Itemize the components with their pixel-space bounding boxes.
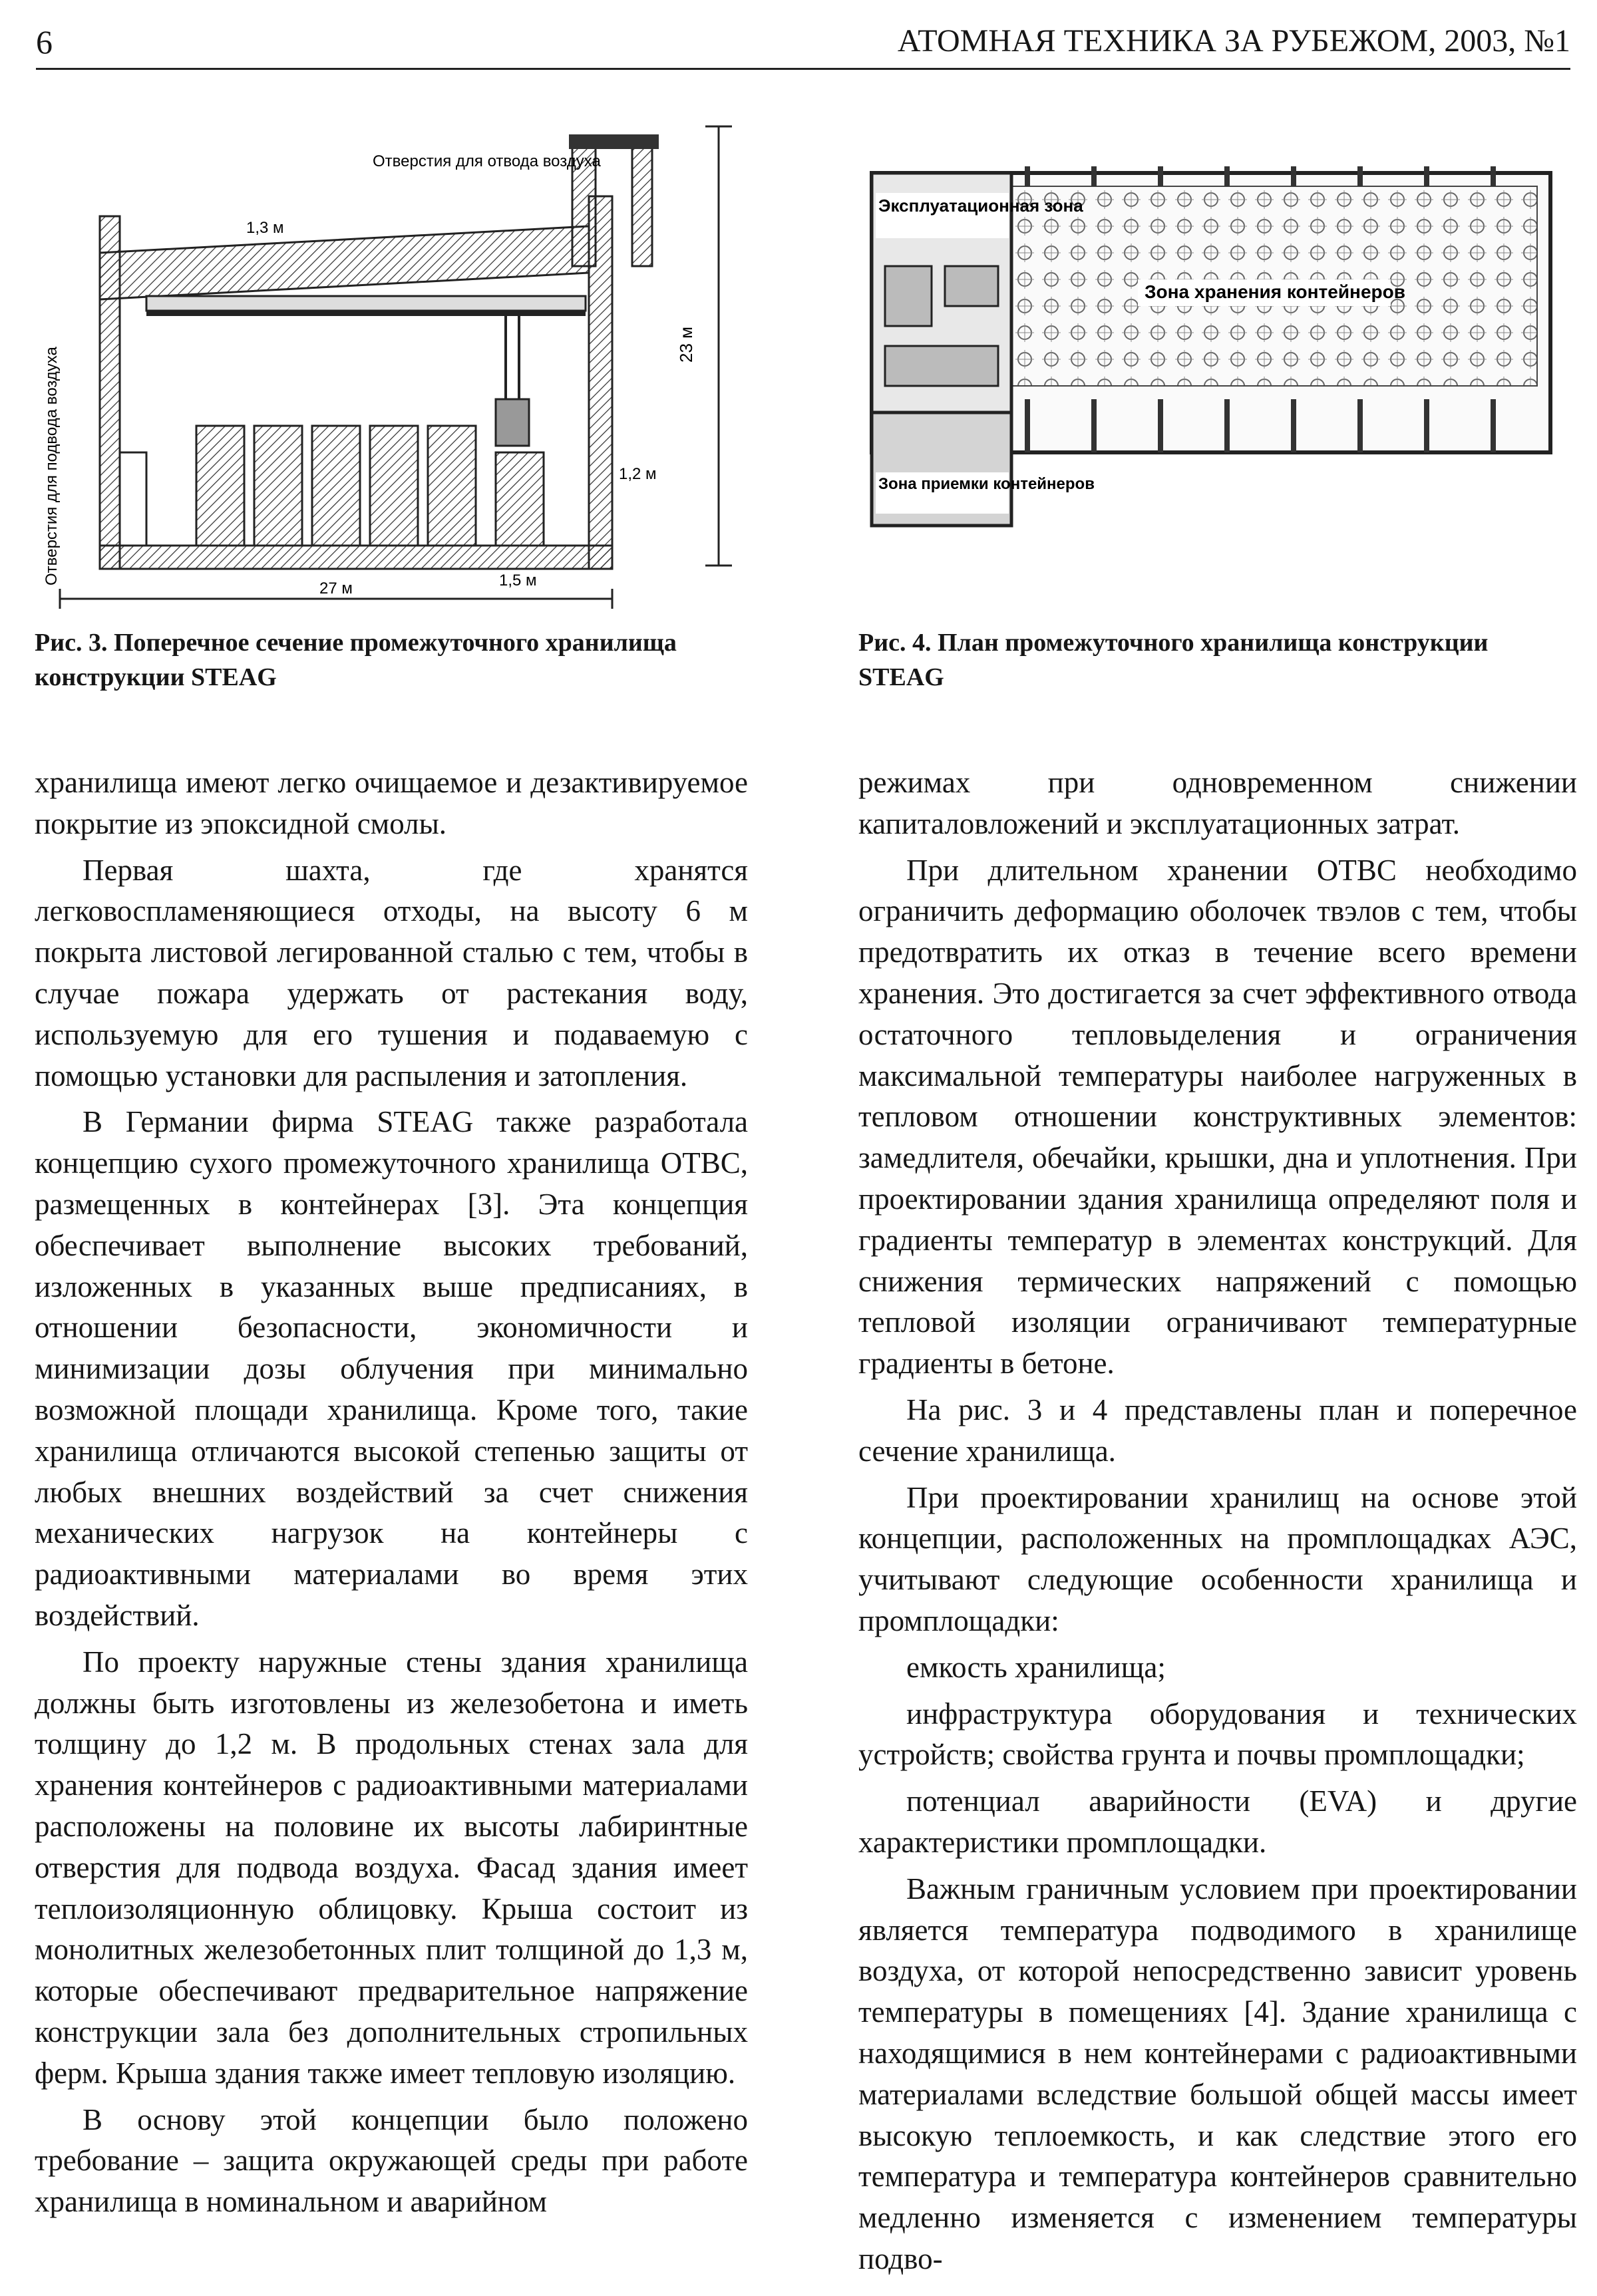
storage-containers bbox=[196, 426, 544, 546]
paragraph: Важным граничным условием при проектировании является температура подводимого в хранилище воздуха, от которой непосредственно зависит уровень температуры в помещениях [4]. Здание хранилища с находящимися в нем контейнерами с радиоактивными материалами вследствие большой общей массы имеет высокую теплоемкость, и как следствие этого его температура и температура контейнеров сравнительно медленно изменяется с изменением температуры подво- bbox=[858, 1872, 1577, 2275]
header-rule bbox=[36, 68, 1570, 70]
container bbox=[370, 426, 418, 546]
roof-slab bbox=[100, 226, 589, 299]
crane-rail bbox=[146, 311, 586, 316]
list-item: потенциал аварийности (EVA) и другие характеристики промплощадки. bbox=[858, 1784, 1577, 1859]
label-intake: Отверстия для подвода воздуха bbox=[43, 347, 61, 585]
vent-cap bbox=[569, 134, 659, 149]
paragraph: При проектировании хранилищ на основе этой концепции, расположенных на промплощадках АЭС, учитывают следующие особенности хранилища и промплощадки: bbox=[858, 1480, 1577, 1637]
figure-4-plan bbox=[852, 133, 1570, 559]
paragraph: Первая шахта, где хранятся легковоспламеняющиеся отходы, на высоту 6 м покрыта листовой легированной сталью с тем, чтобы в случае пожара удержать от растекания воду, используемую для его тушения и подаваемую с помощью установки для распыления и затопления. bbox=[35, 853, 748, 1092]
figure-3-cross-section bbox=[27, 106, 772, 612]
vent-stack-right bbox=[632, 146, 652, 266]
zone-operation-label: Эксплуатационная зона bbox=[878, 196, 1083, 216]
crane-hook bbox=[496, 399, 529, 446]
paragraph: В Германии фирма STEAG также разработала концепцию сухого промежуточного хранилища ОТВС, размещенных в контейнерах [3]. Эта концепция обеспечивает выполнение высоких требований, изложенных в указанных выше предписаниях, в отношении безопасности, экономичности и минимизации дозы облучения при минимально возможной площади хранилища. Кроме того, такие хранилища отличаются высокой степенью защиты от любых внешних воздействий за счет снижения механических нагрузок на контейнеры с радиоактивными материалами во время этих воздействий. bbox=[35, 1105, 748, 1632]
dim-height: 23 м bbox=[676, 326, 696, 363]
container bbox=[428, 426, 476, 546]
right-text-column bbox=[858, 762, 1577, 2285]
paragraph: По проекту наружные стены здания хранилища должны быть изготовлены из железобетона и иметь толщину до 1,2 м. В продольных стенах зала для хранения контейнеров с радиоактивными материалами расположены на половине их высоты лабиринтные отверстия для подвода воздуха. Фасад здания имеет теплоизоляционную облицовку. Крыша состоит из монолитных железобетонных плит толщиной до 1,3 м, которые обеспечивают предварительное напряжение конструкции зала без дополнительных стропильных ферм. Крыша здания также имеет тепловую изоляцию. bbox=[35, 1645, 748, 2090]
figure-3-caption: Рис. 3. Поперечное сечение промежуточного хранилища конструкции STEAG bbox=[35, 629, 677, 691]
dim-roof: 1,3 м bbox=[246, 219, 284, 237]
dim-width: 27 м bbox=[319, 579, 353, 597]
paragraph: При длительном хранении ОТВС необходимо ограничить деформацию оболочек твэлов с тем, чтобы предотвратить их отказ в течение всего времени хранения. Это достигается за счет эффективного отвода остаточного тепловыделения и ограничения максимальной температуры наиболее нагруженных в тепловом отношении конструктивных элементов: замедлителя, обечайки, крышки, дна и уплотнения. При проектировании здания хранилища определяют поля и градиенты температур в элементах конструкций. Для снижения термических напряжений с помощью тепловой изоляции ограничивают температурные градиенты в бетоне. bbox=[858, 853, 1577, 1381]
label-exhaust: Отверстия для отвода воздуха bbox=[373, 152, 601, 170]
container bbox=[254, 426, 302, 546]
running-header bbox=[36, 23, 1570, 65]
container bbox=[196, 426, 244, 546]
page-number: 6 bbox=[36, 23, 53, 61]
zone-reception-label: Зона приемки контейнеров bbox=[878, 475, 1095, 493]
dim-wall: 1,2 м bbox=[619, 465, 657, 483]
air-intake-duct bbox=[120, 452, 146, 546]
figure-4-caption: Рис. 4. План промежуточного хранилища конструкции STEAG bbox=[858, 629, 1489, 691]
zone-storage-label: Зона хранения контейнеров bbox=[1145, 281, 1405, 302]
journal-title: АТОМНАЯ ТЕХНИКА ЗА РУБЕЖОМ, 2003, №1 bbox=[897, 23, 1570, 59]
paragraph: хранилища имеют легко очищаемое и дезактивируемое покрытие из эпоксидной смолы. bbox=[35, 766, 748, 840]
list-item: инфраструктура оборудования и технических устройств; свойства грунта и почвы промплощадки; bbox=[858, 1697, 1577, 1772]
paragraph: На рис. 3 и 4 представлены план и поперечное сечение хранилища. bbox=[858, 1393, 1577, 1468]
paragraph: режимах при одновременном снижении капиталовложений и эксплуатационных затрат. bbox=[858, 766, 1577, 840]
left-text-column bbox=[35, 762, 748, 2228]
dim-floor: 1,5 м bbox=[499, 572, 537, 589]
list-item: емкость хранилища; bbox=[906, 1650, 1166, 1684]
container bbox=[312, 426, 360, 546]
container bbox=[496, 452, 544, 546]
floor-slab bbox=[100, 546, 612, 569]
paragraph: В основу этой концепции было положено требование – защита окружающей среды при работе хранилища в номинальном и аварийном bbox=[35, 2102, 748, 2219]
crane-bridge bbox=[146, 296, 586, 311]
